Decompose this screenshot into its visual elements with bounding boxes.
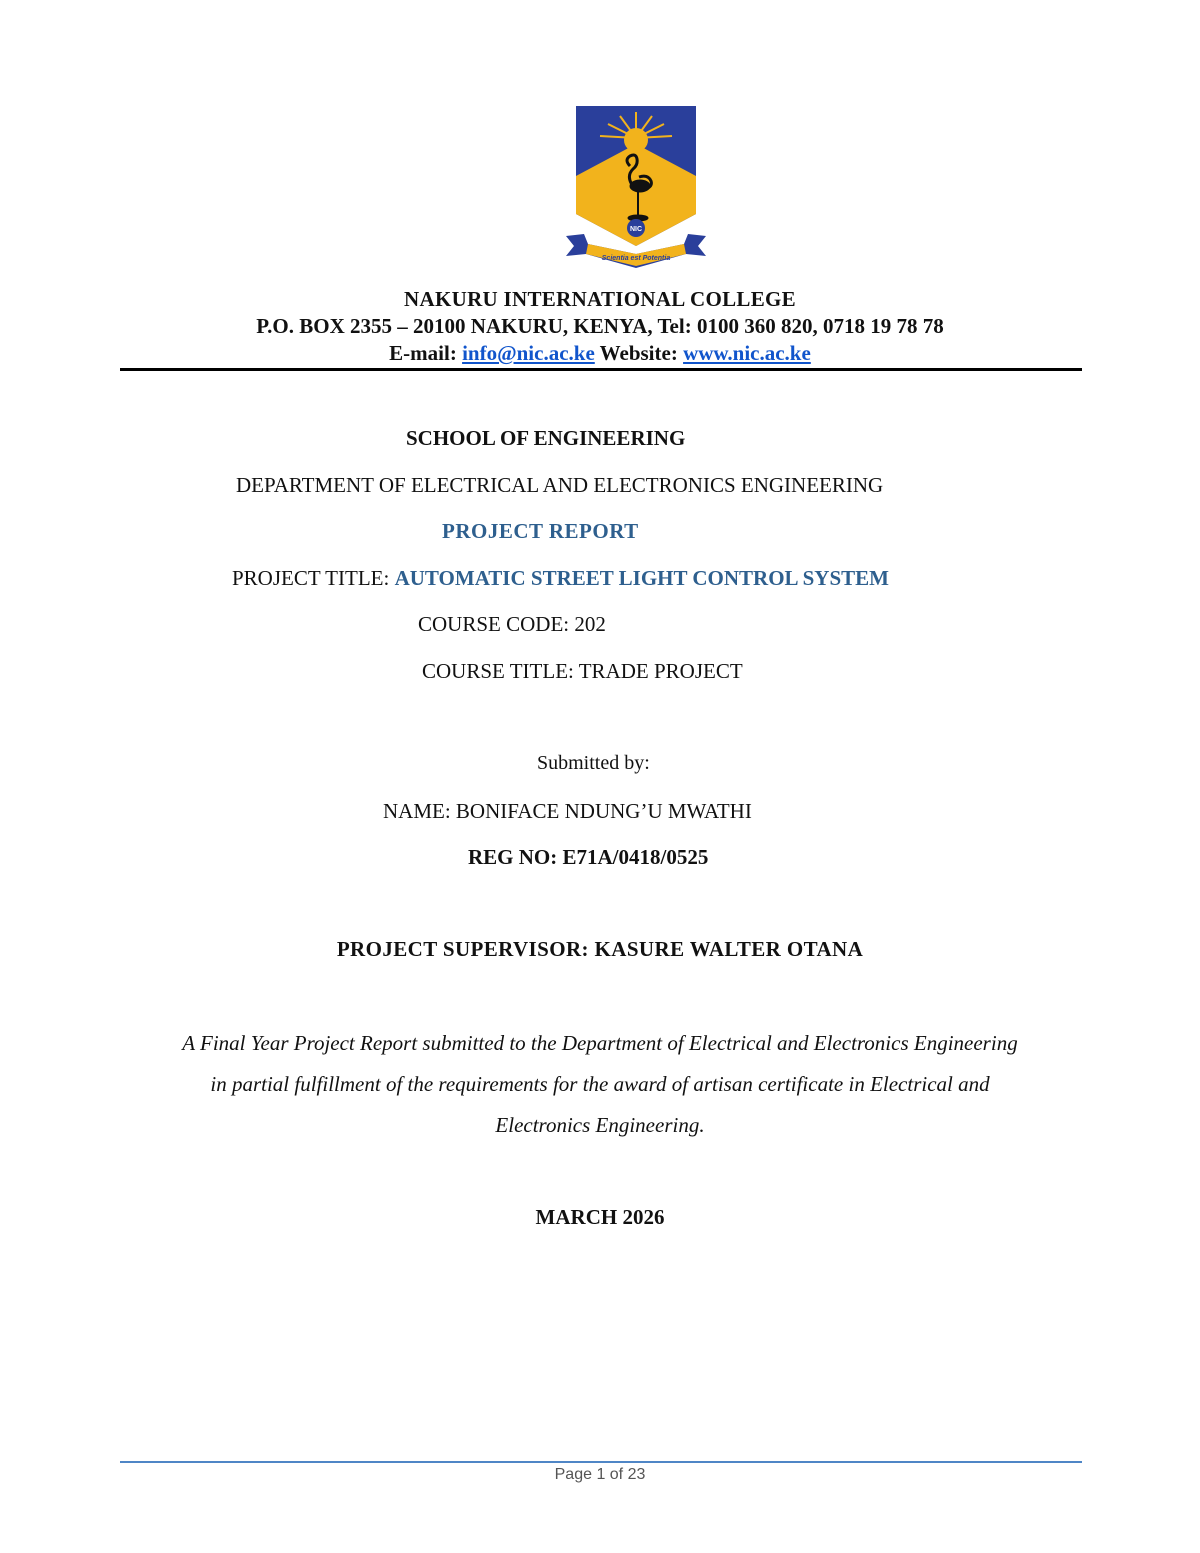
college-logo-crest [562, 96, 710, 274]
header-divider [120, 368, 1082, 371]
project-supervisor: PROJECT SUPERVISOR: KASURE WALTER OTANA [336, 937, 864, 961]
email-link[interactable]: info@nic.ac.ke [462, 341, 595, 365]
registration-number: REG NO: E71A/0418/0525 [468, 845, 709, 869]
department-name: DEPARTMENT OF ELECTRICAL AND ELECTRONICS ENGINEERING [236, 473, 884, 497]
website-label: Website: [599, 341, 678, 365]
course-title: COURSE TITLE: TRADE PROJECT [422, 659, 743, 683]
college-address: P.O. BOX 2355 – 20100 NAKURU, KENYA, Tel: 0100 360 820, 0718 19 78 78 [256, 314, 944, 338]
submission-date: MARCH 2026 [535, 1205, 665, 1229]
footer-divider [120, 1461, 1082, 1463]
project-title: AUTOMATIC STREET LIGHT CONTROL SYSTEM [394, 566, 889, 590]
svg-text:NIC: NIC [629, 226, 643, 233]
project-title-line [232, 566, 889, 591]
email-label: E-mail: [389, 341, 457, 365]
page-number: Page 1 of 23 [554, 1466, 646, 1483]
contact-line [0, 341, 1200, 366]
course-code: COURSE CODE: 202 [418, 612, 606, 636]
project-title-label: PROJECT TITLE: [232, 566, 390, 590]
statement-line-1: A Final Year Project Report submitted to the Department of Electrical and Electronics Engineering [182, 1031, 1018, 1055]
website-link[interactable]: www.nic.ac.ke [683, 341, 811, 365]
school-name: SCHOOL OF ENGINEERING [406, 426, 686, 450]
student-name: NAME: BONIFACE NDUNG’U MWATHI [383, 799, 752, 823]
submitted-by-label: Submitted by: [537, 752, 650, 774]
svg-text:Scientia est Potentia: Scientia est Potentia [601, 255, 671, 262]
statement-line-3: Electronics Engineering. [495, 1113, 705, 1137]
college-name: NAKURU INTERNATIONAL COLLEGE [404, 287, 796, 311]
statement-line-2: in partial fulfillment of the requirements for the award of artisan certificate in Electrical and [210, 1072, 990, 1096]
report-heading: PROJECT REPORT [442, 519, 639, 543]
